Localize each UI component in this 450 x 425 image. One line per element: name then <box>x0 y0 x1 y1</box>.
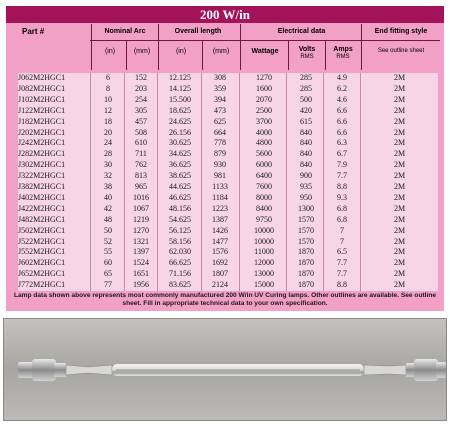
header-arc-in: (in) <box>104 48 116 55</box>
cell-len-mm: 1223 <box>212 203 228 213</box>
divider <box>202 41 203 70</box>
table-row <box>18 106 438 117</box>
header-outline-sheet: See outline sheet <box>377 48 425 54</box>
cell-volts: 500 <box>300 94 312 104</box>
cell-watt: 4800 <box>256 138 272 148</box>
table-row <box>18 95 438 106</box>
cell-amps: 6.6 <box>337 105 347 115</box>
cell-arc-in: 6 <box>106 73 110 82</box>
cell-part: J552M2HGC1 <box>18 247 66 257</box>
table-row <box>18 128 438 139</box>
cell-volts: 1570 <box>298 214 314 224</box>
cell-amps: 4.6 <box>337 94 347 104</box>
cell-watt: 11000 <box>254 247 274 257</box>
cell-fit: 2M <box>393 127 406 137</box>
cell-arc-in: 40 <box>104 192 112 202</box>
divider <box>158 24 159 70</box>
cell-arc-mm: 711 <box>135 149 147 159</box>
cell-len-in: 66.625 <box>169 258 191 268</box>
cell-fit: 2M <box>393 171 406 181</box>
cell-amps: 4.9 <box>337 73 347 82</box>
cell-watt: 15000 <box>254 280 274 290</box>
cell-arc-mm: 1651 <box>133 269 149 279</box>
table-row <box>18 182 438 193</box>
cell-part: J502M2HGC1 <box>18 225 66 235</box>
cell-volts: 935 <box>300 182 312 191</box>
cell-arc-in: 52 <box>104 236 112 246</box>
cell-len-mm: 778 <box>214 138 226 148</box>
cell-arc-in: 65 <box>104 269 112 279</box>
cell-len-in: 38.625 <box>169 171 191 181</box>
divider <box>362 40 440 41</box>
cell-arc-in: 77 <box>104 280 112 290</box>
cell-arc-in: 50 <box>104 225 112 235</box>
cell-len-mm: 1807 <box>212 269 228 279</box>
cell-len-mm: 1387 <box>212 214 228 224</box>
cell-volts: 420 <box>300 105 312 115</box>
cell-part: J322M2HGC1 <box>18 171 66 181</box>
cell-part: J402M2HGC1 <box>18 192 66 202</box>
cell-volts: 1870 <box>298 247 314 257</box>
cell-fit: 2M <box>393 192 406 202</box>
cell-fit: 2M <box>393 236 406 246</box>
cell-part: J182M2HGC1 <box>18 116 66 126</box>
divider <box>157 73 158 291</box>
cell-watt: 10000 <box>254 225 274 235</box>
header-volts: Volts <box>298 46 316 53</box>
cell-arc-in: 18 <box>104 116 112 126</box>
cell-amps: 7.7 <box>337 258 347 268</box>
table-title: 200 W/in <box>6 6 444 23</box>
cell-arc-mm: 457 <box>135 116 147 126</box>
cell-len-mm: 930 <box>214 160 226 170</box>
cell-amps: 6.6 <box>337 116 347 126</box>
cell-fit: 2M <box>393 160 406 170</box>
cell-part: J602M2HGC1 <box>18 258 66 268</box>
cell-len-in: 46.625 <box>169 192 191 202</box>
cell-watt: 8000 <box>256 192 272 202</box>
table-row <box>18 117 438 128</box>
cell-arc-mm: 1397 <box>133 247 149 257</box>
cell-len-mm: 879 <box>214 149 226 159</box>
cell-part: J652M2HGC1 <box>18 269 66 279</box>
cell-amps: 7.7 <box>337 269 347 279</box>
cell-arc-in: 38 <box>104 182 112 191</box>
cell-volts: 1870 <box>298 258 314 268</box>
footnote: Lamp data shown above represents most commonly manufactured 200 W/in UV Curing lamps. Other outlines are available. See outline sheet. Fill in appropriate technical data to your own specification. <box>13 292 437 307</box>
cell-arc-mm: 1321 <box>133 236 149 246</box>
cell-arc-in: 32 <box>104 171 112 181</box>
table-row <box>18 204 438 215</box>
cell-arc-in: 42 <box>104 203 112 213</box>
cell-len-mm: 394 <box>214 94 226 104</box>
divider <box>126 41 127 70</box>
table-row <box>18 171 438 182</box>
divider <box>240 24 241 70</box>
cell-fit: 2M <box>393 83 406 93</box>
cell-amps: 7 <box>340 225 344 235</box>
divider <box>288 41 289 70</box>
cell-len-in: 15.500 <box>169 94 191 104</box>
cell-part: J082M2HGC1 <box>18 83 66 93</box>
cell-arc-mm: 305 <box>135 105 147 115</box>
header-amps: Amps <box>333 46 353 53</box>
table-row <box>18 269 438 280</box>
cell-len-in: 12.125 <box>169 73 191 82</box>
cell-arc-in: 10 <box>104 94 112 104</box>
table-row <box>18 215 438 226</box>
header-nominal-arc: Nominal Arc <box>104 28 146 35</box>
cell-len-mm: 473 <box>214 105 226 115</box>
cell-amps: 8.8 <box>337 182 347 191</box>
cell-arc-in: 55 <box>104 247 112 257</box>
cell-len-mm: 1133 <box>212 182 228 191</box>
cell-volts: 285 <box>300 83 312 93</box>
cell-len-mm: 1692 <box>212 258 228 268</box>
cell-len-in: 26.156 <box>169 127 191 137</box>
cell-part: J282M2HGC1 <box>18 149 66 159</box>
table-row <box>18 193 438 204</box>
header-overall-length: Overall length <box>174 28 222 35</box>
cell-fit: 2M <box>393 214 406 224</box>
cell-amps: 9.3 <box>337 192 347 202</box>
cell-arc-in: 28 <box>104 149 112 159</box>
cell-len-in: 62.030 <box>169 247 191 257</box>
divider <box>91 24 92 70</box>
cell-part: J522M2HGC1 <box>18 236 66 246</box>
cell-part: J102M2HGC1 <box>18 94 66 104</box>
cell-len-in: 34.625 <box>169 149 191 159</box>
cell-arc-mm: 965 <box>135 182 147 191</box>
cell-len-in: 18.625 <box>169 105 191 115</box>
cell-watt: 5600 <box>256 149 272 159</box>
cell-volts: 840 <box>300 138 312 148</box>
cell-arc-in: 20 <box>104 127 112 137</box>
cell-len-in: 44.625 <box>169 182 191 191</box>
cell-fit: 2M <box>393 269 406 279</box>
cell-len-in: 56.125 <box>169 225 191 235</box>
cell-len-mm: 308 <box>214 73 226 82</box>
cell-watt: 3700 <box>256 116 272 126</box>
cell-part: J202M2HGC1 <box>18 127 66 137</box>
cell-watt: 10000 <box>254 236 274 246</box>
cell-part: J242M2HGC1 <box>18 138 66 148</box>
cell-arc-mm: 508 <box>135 127 147 137</box>
cell-watt: 13000 <box>254 269 274 279</box>
cell-arc-mm: 1524 <box>133 258 149 268</box>
cell-amps: 6.8 <box>337 214 347 224</box>
cell-volts: 840 <box>300 127 312 137</box>
cell-watt: 7600 <box>256 182 272 191</box>
cell-volts: 950 <box>300 192 312 202</box>
divider <box>201 73 202 291</box>
cell-arc-mm: 610 <box>135 138 147 148</box>
cell-len-in: 48.156 <box>169 203 191 213</box>
divider <box>124 73 125 291</box>
table-row <box>18 149 438 160</box>
cell-volts: 1300 <box>298 203 314 213</box>
divider <box>90 40 362 41</box>
cell-volts: 840 <box>300 160 312 170</box>
cell-len-in: 58.156 <box>169 236 191 246</box>
table-row <box>18 84 438 95</box>
cell-len-mm: 1576 <box>212 247 228 257</box>
cell-watt: 12000 <box>254 258 274 268</box>
cell-watt: 9750 <box>256 214 272 224</box>
divider <box>361 24 362 70</box>
cell-len-mm: 625 <box>214 116 226 126</box>
cell-fit: 2M <box>393 94 406 104</box>
cell-arc-mm: 1956 <box>133 280 149 290</box>
cell-fit: 2M <box>393 280 406 290</box>
table-row <box>18 237 438 248</box>
header-wattage: Wattage <box>251 48 279 55</box>
cell-amps: 7 <box>340 236 344 246</box>
cell-fit: 2M <box>393 105 406 115</box>
cell-part: J122M2HGC1 <box>18 105 66 115</box>
cell-arc-mm: 1270 <box>133 225 149 235</box>
cell-fit: 2M <box>393 247 406 257</box>
cell-arc-in: 30 <box>104 160 112 170</box>
cell-amps: 6.3 <box>337 138 347 148</box>
cell-len-in: 24.625 <box>169 116 191 126</box>
header-electrical-data: Electrical data <box>277 28 326 35</box>
divider <box>90 73 91 291</box>
cell-len-mm: 664 <box>214 127 226 137</box>
cell-len-mm: 1477 <box>212 236 228 246</box>
cell-volts: 900 <box>300 171 312 181</box>
cell-fit: 2M <box>393 138 406 148</box>
cell-arc-in: 60 <box>104 258 112 268</box>
table-row <box>18 73 438 84</box>
cell-len-in: 36.625 <box>169 160 191 170</box>
table-row <box>18 258 438 269</box>
cell-len-in: 71.156 <box>169 269 191 279</box>
cell-arc-in: 8 <box>106 83 110 93</box>
cell-fit: 2M <box>393 149 406 159</box>
cell-arc-mm: 762 <box>135 160 147 170</box>
header-volts-rms: RMS <box>300 54 314 60</box>
cell-part: J062M2HGC1 <box>18 73 66 82</box>
lamp-spec-table <box>6 6 444 311</box>
header-amps-rms: RMS <box>336 54 350 60</box>
cell-amps: 8.8 <box>337 280 347 290</box>
cell-fit: 2M <box>393 116 406 126</box>
cell-len-mm: 359 <box>214 83 226 93</box>
cell-volts: 285 <box>300 73 312 82</box>
cell-arc-mm: 152 <box>135 73 147 82</box>
table-row <box>18 226 438 237</box>
cell-volts: 615 <box>300 116 312 126</box>
cell-watt: 6400 <box>256 171 272 181</box>
cell-watt: 6000 <box>256 160 272 170</box>
cell-part: J382M2HGC1 <box>18 182 66 191</box>
cell-arc-mm: 254 <box>135 94 147 104</box>
cell-watt: 4000 <box>256 127 272 137</box>
cell-arc-mm: 1016 <box>133 192 149 202</box>
cell-len-mm: 981 <box>214 171 226 181</box>
cell-len-in: 30.625 <box>169 138 191 148</box>
cell-len-mm: 2124 <box>212 280 228 290</box>
cell-amps: 6.6 <box>337 127 347 137</box>
cell-arc-in: 48 <box>104 214 112 224</box>
cell-len-in: 83.625 <box>169 280 191 290</box>
divider <box>323 73 324 291</box>
header-arc-mm: (mm) <box>133 48 151 55</box>
cell-fit: 2M <box>393 225 406 235</box>
cell-volts: 840 <box>300 149 312 159</box>
table-row <box>18 247 438 258</box>
cell-arc-mm: 813 <box>135 171 147 181</box>
divider <box>286 73 287 291</box>
table-row <box>18 138 438 149</box>
cell-amps: 7.7 <box>337 171 347 181</box>
cell-amps: 6.5 <box>337 247 347 257</box>
cell-arc-mm: 203 <box>135 83 147 93</box>
header-end-fitting: End fitting style <box>374 28 428 35</box>
header-length-in: (in) <box>175 48 187 55</box>
cell-watt: 8400 <box>256 203 272 213</box>
cell-arc-mm: 1067 <box>133 203 149 213</box>
cell-len-mm: 1184 <box>212 192 228 202</box>
header-length-mm: (mm) <box>212 48 230 55</box>
cell-amps: 6.7 <box>337 149 347 159</box>
cell-amps: 7.9 <box>337 160 347 170</box>
cell-part: J772M2HGC1 <box>18 280 66 290</box>
cell-fit: 2M <box>393 258 406 268</box>
cell-volts: 1570 <box>298 225 314 235</box>
cell-fit: 2M <box>393 182 406 191</box>
cell-volts: 1570 <box>298 236 314 246</box>
cell-arc-mm: 1219 <box>133 214 149 224</box>
cell-watt: 2500 <box>256 105 272 115</box>
divider <box>325 41 326 70</box>
table-row <box>18 160 438 171</box>
cell-len-mm: 1426 <box>212 225 228 235</box>
table-row <box>18 280 438 291</box>
table-body <box>18 73 438 291</box>
cell-fit: 2M <box>393 203 406 213</box>
cell-part: J482M2HGC1 <box>18 214 66 224</box>
cell-amps: 6.8 <box>337 203 347 213</box>
cell-amps: 6.2 <box>337 83 347 93</box>
cell-watt: 1270 <box>256 73 272 82</box>
divider <box>239 73 240 291</box>
cell-volts: 1870 <box>298 269 314 279</box>
cell-part: J302M2HGC1 <box>18 160 66 170</box>
cell-arc-in: 12 <box>104 105 112 115</box>
cell-len-in: 54.625 <box>169 214 191 224</box>
header-part: Part # <box>22 27 45 36</box>
cell-part: J422M2HGC1 <box>18 203 66 213</box>
uv-lamp-image <box>4 319 446 420</box>
cell-watt: 2070 <box>256 94 272 104</box>
cell-volts: 1870 <box>298 280 314 290</box>
cell-fit: 2M <box>393 73 406 82</box>
cell-arc-in: 24 <box>104 138 112 148</box>
divider <box>360 73 361 291</box>
lamp-photo <box>3 318 447 421</box>
cell-len-in: 14.125 <box>169 83 191 93</box>
cell-watt: 1600 <box>256 83 272 93</box>
